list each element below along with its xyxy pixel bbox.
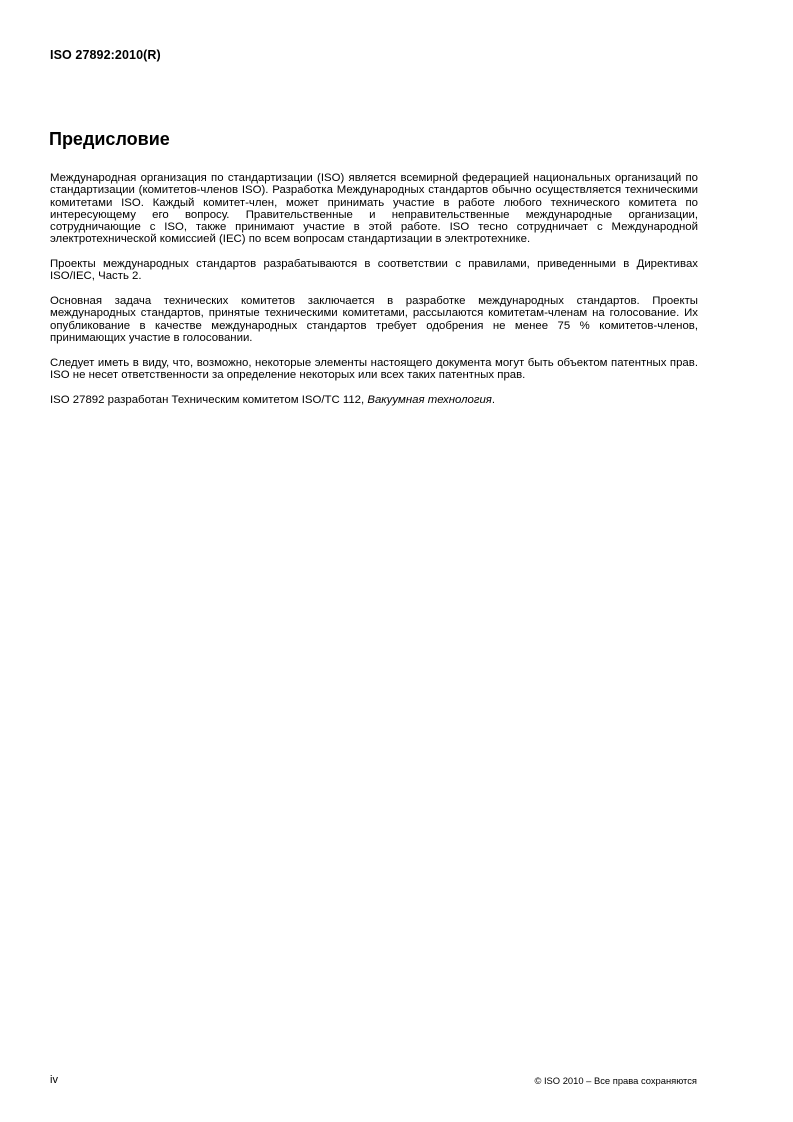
paragraph-developed-by: [50, 394, 698, 406]
page-number: iv: [50, 1074, 58, 1086]
document-id: ISO 27892:2010(R): [50, 48, 161, 62]
section-title: Предисловие: [49, 129, 170, 149]
committee-title: Вакуумная технология: [367, 393, 492, 406]
developed-by-text: ISO 27892 разработан Техническим комитетом ISO/TC 112,: [50, 393, 368, 406]
paragraph-patent-rights: Следует иметь в виду, что, возможно, некоторые элементы настоящего документа могут быть объектом патентных прав. ISO не несет ответственности за определение некоторых или всех таких патентных прав.: [50, 356, 698, 381]
foreword-body: [50, 172, 698, 418]
paragraph-iso-organization: Международная организация по стандартизации (ISO) является всемирной федерацией национальных организаций по стандартизации (комитетов-членов ISO). Разработка Международных стандартов обычно осуществляется техническими комитетами ISO. Каждый комитет-член, может принимать участие в работе любого технического комитета по интересующему его вопросу. Правительственные и неправительственные международные организации, сотрудничающие с ISO, также принимают участие в этой работе. ISO тесно сотрудничает с Международной электротехнической комиссией (IEC) по всем вопросам стандартизации в электротехнике.: [50, 172, 698, 246]
copyright-notice: © ISO 2010 – Все права сохраняются: [534, 1075, 697, 1086]
developed-by-end: .: [491, 393, 496, 406]
paragraph-directives: Проекты международных стандартов разрабатываются в соответствии с правилами, приведенными в Директивах ISO/IEC, Часть 2.: [50, 258, 698, 283]
paragraph-committees-task: Основная задача технических комитетов заключается в разработке международных стандартов. Проекты международных стандартов, принятые техническими комитетами, рассылаются комитетам-членам на голосование. Их опубликование в качестве международных стандартов требует одобрения не менее 75 % комитетов-членов, принимающих участие в голосовании.: [50, 295, 698, 344]
